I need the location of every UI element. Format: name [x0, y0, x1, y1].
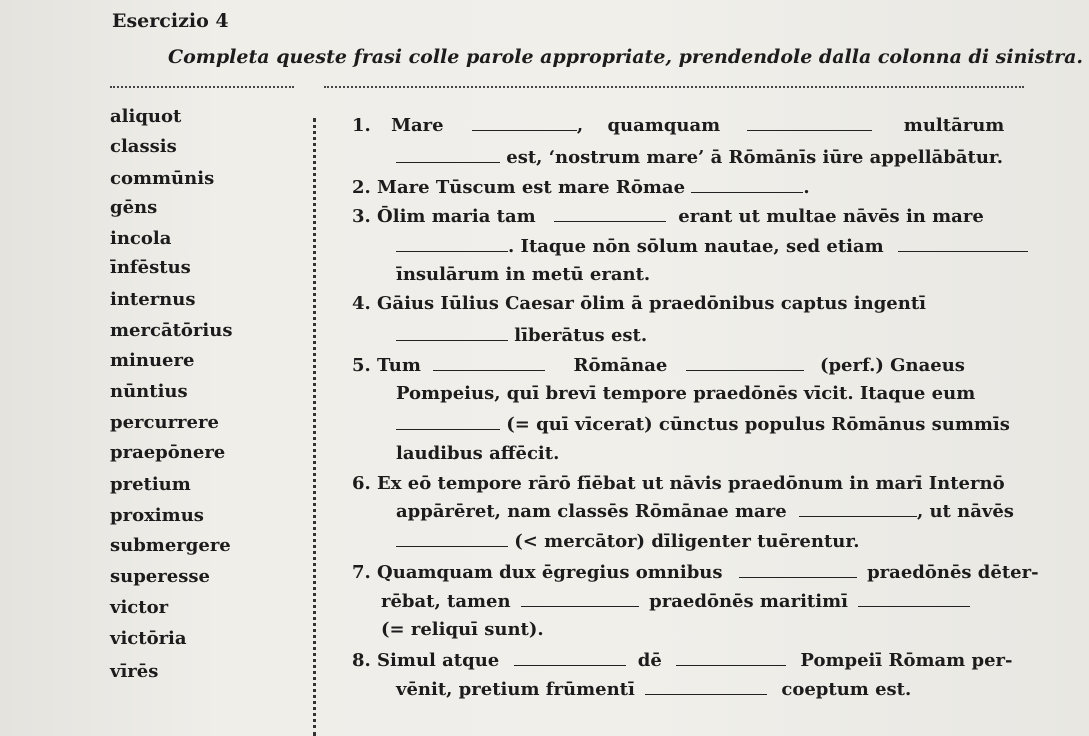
- answer-blank[interactable]: [645, 678, 767, 695]
- sentence-6-line: [396, 500, 1014, 522]
- sentence-text: vēnit, pretium frūmentī: [396, 679, 635, 701]
- sentence-text: praedōnēs maritimī: [649, 591, 848, 613]
- sentence-6-line: [396, 530, 859, 552]
- answer-blank[interactable]: [433, 354, 545, 371]
- sentence-text: quamquam: [607, 115, 721, 137]
- sentence-text: Pompeiī Rōmam per-: [800, 650, 1013, 672]
- sentence-7-line: [352, 561, 1039, 583]
- word-list-item: aliquot: [110, 106, 182, 127]
- sentence-8-line: [352, 649, 1012, 671]
- sentence-text: praedōnēs dēter-: [867, 562, 1039, 584]
- answer-blank[interactable]: [472, 114, 577, 131]
- exercise-title: Esercizio 4: [112, 10, 229, 32]
- answer-blank[interactable]: [691, 176, 803, 193]
- sentence-text: 2. Mare Tūscum est mare Rōmae: [352, 177, 686, 199]
- word-list-item: commūnis: [110, 168, 215, 189]
- sentence-text: 7. Quamquam dux ēgregius omnibus: [352, 562, 723, 584]
- sentence-text: 3. Ōlim maria tam: [352, 206, 536, 228]
- sentence-number: 1.: [352, 115, 371, 137]
- answer-blank[interactable]: [396, 324, 508, 341]
- answer-blank[interactable]: [521, 590, 639, 607]
- sentence-5-line: laudibus affēcit.: [396, 443, 560, 464]
- sentence-text: multārum: [903, 115, 1005, 137]
- word-list-item: victor: [110, 597, 169, 618]
- sentence-text: est, ‘nostrum mare’ ā Rōmānīs iūre appellābātur.: [506, 147, 1004, 169]
- answer-blank[interactable]: [396, 413, 500, 430]
- word-list-item: incola: [110, 228, 172, 249]
- sentence-1-line: [352, 114, 1004, 136]
- word-list-item: vīrēs: [110, 661, 159, 682]
- sentence-text: .: [803, 177, 810, 199]
- sentence-text: appārēret, nam classēs Rōmānae mare: [396, 501, 787, 523]
- word-list-item: minuere: [110, 350, 195, 371]
- answer-blank[interactable]: [858, 590, 970, 607]
- sentence-text: līberātus est.: [514, 325, 648, 347]
- sentence-text: rēbat, tamen: [381, 591, 511, 613]
- sentence-8-line: [396, 678, 911, 700]
- sentence-text: , ut nāvēs: [916, 501, 1014, 523]
- sentence-3-line: īnsulārum in metū erant.: [396, 264, 651, 285]
- word-list-item: proximus: [110, 505, 204, 526]
- word-list-item: nūntius: [110, 381, 188, 402]
- answer-blank[interactable]: [898, 235, 1028, 252]
- sentence-text: (perf.) Gnaeus: [819, 355, 965, 377]
- word-list-item: submergere: [110, 535, 231, 556]
- word-list-item: mercātōrius: [110, 320, 233, 341]
- word-list-item: internus: [110, 289, 196, 310]
- sentence-text: dē: [637, 650, 662, 672]
- word-list-item: pretium: [110, 474, 191, 495]
- sentence-3-line: [396, 235, 1028, 257]
- sentence-text: 8. Simul atque: [352, 650, 500, 672]
- answer-blank[interactable]: [514, 649, 626, 666]
- sentence-text: (= quī vīcerat) cūnctus populus Rōmānus summīs: [506, 414, 1010, 436]
- answer-blank[interactable]: [396, 146, 500, 163]
- sentence-text: . Itaque nōn sōlum nautae, sed etiam: [508, 236, 884, 258]
- word-list-item: praepōnere: [110, 442, 226, 463]
- word-list-item: victōria: [110, 628, 187, 649]
- answer-blank[interactable]: [554, 205, 666, 222]
- sentence-3-line: [352, 205, 984, 227]
- answer-blank[interactable]: [686, 354, 804, 371]
- answer-blank[interactable]: [799, 500, 917, 517]
- column-separator: [313, 118, 316, 736]
- answer-blank[interactable]: [747, 114, 872, 131]
- word-list-item: classis: [110, 136, 177, 157]
- answer-blank[interactable]: [676, 649, 786, 666]
- divider-left: [110, 86, 294, 88]
- sentence-2-line: [352, 176, 810, 198]
- sentence-5-line: [396, 413, 1010, 435]
- sentence-4-line: [396, 324, 647, 346]
- sentence-text: (< mercātor) dīligenter tuērentur.: [514, 531, 860, 553]
- word-list-item: percurrere: [110, 412, 219, 433]
- answer-blank[interactable]: [396, 530, 508, 547]
- sentence-7-line: (= reliquī sunt).: [381, 619, 544, 640]
- sentence-7-line: [381, 590, 970, 612]
- sentence-4-line: 4. Gāius Iūlius Caesar ōlim ā praedōnibus captus ingentī: [352, 293, 926, 314]
- sentence-5-line: [352, 354, 965, 376]
- sentence-5-line: Pompeius, quī brevī tempore praedōnēs vīcit. Itaque eum: [396, 383, 976, 404]
- sentence-text: Rōmānae: [573, 355, 668, 377]
- sentence-text: Mare: [391, 115, 444, 137]
- sentence-text: coeptum est.: [781, 679, 912, 701]
- sentence-text: erant ut multae nāvēs in mare: [678, 206, 984, 228]
- sentence-text: ,: [576, 115, 584, 137]
- sentence-text: 5. Tum: [352, 355, 421, 377]
- sentence-1-line: [396, 146, 1003, 168]
- sentence-6-line: 6. Ex eō tempore rārō fīēbat ut nāvis praedōnum in marī Internō: [352, 473, 1005, 494]
- answer-blank[interactable]: [396, 235, 508, 252]
- word-list-item: superesse: [110, 566, 210, 587]
- exercise-instruction: Completa queste frasi colle parole appropriate, prendendole dalla colonna di sinistra.: [168, 46, 1084, 68]
- word-list-item: gēns: [110, 197, 158, 218]
- word-list-item: īnfēstus: [110, 257, 191, 278]
- answer-blank[interactable]: [739, 561, 857, 578]
- divider-right: [324, 86, 1024, 88]
